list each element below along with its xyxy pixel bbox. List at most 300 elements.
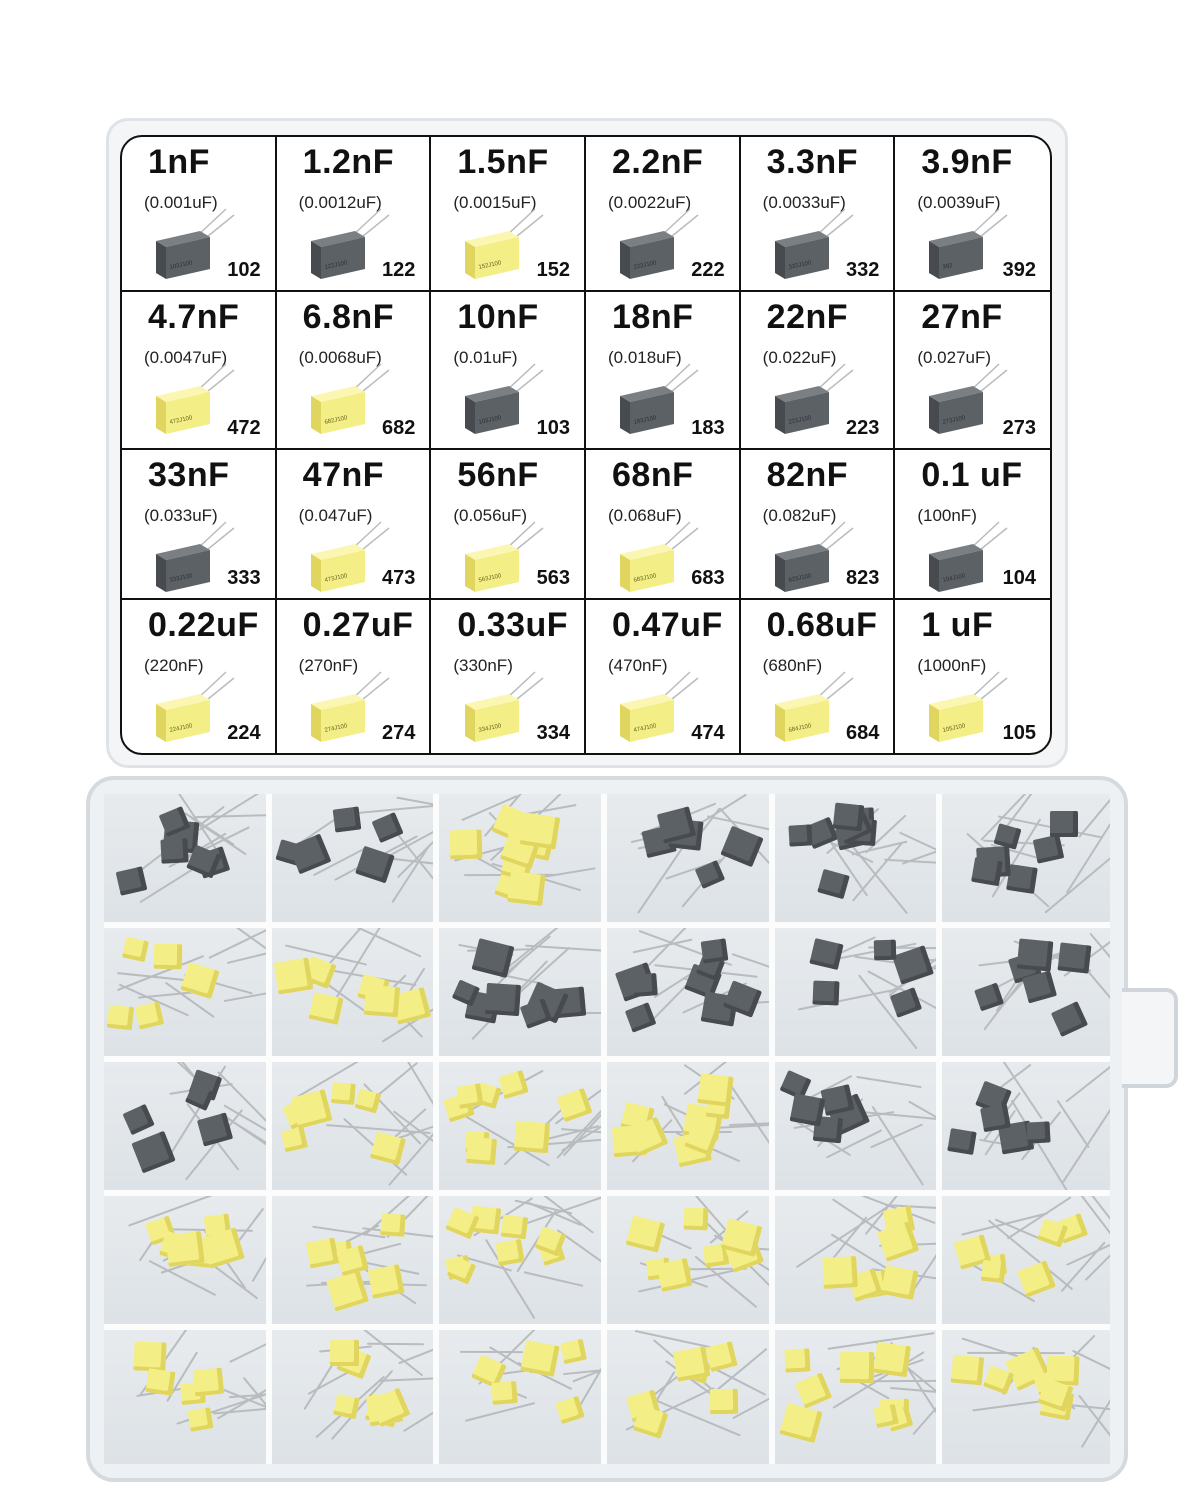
capacitance-alt-unit: (0.0015uF) [453,193,537,212]
capacitor-body [971,856,1003,885]
tray-compartment[interactable] [775,928,943,1062]
tray-compartments [104,794,1110,1464]
capacitor-icon [465,386,519,430]
capacitor-code: 183 [691,417,725,439]
capacitor-icon [929,231,983,275]
tray-compartment[interactable] [607,1196,775,1330]
capacitor-body [449,829,482,859]
capacitance-alt-unit: (0.068uF) [608,506,682,525]
tray-compartment[interactable] [775,1062,943,1196]
capacitor-body [520,812,560,849]
capacitance-value: 1nF [148,143,210,181]
capacitance-value: 3.3nF [766,143,858,181]
capacitor-value-chart [120,135,1052,755]
capacitor-side [156,704,166,742]
capacitor-marking: 823J100 [787,573,812,584]
capacitor-code: 472 [227,417,261,439]
value-cell [586,450,741,600]
capacitance-alt-unit: (0.033uF) [144,506,218,525]
tray-compartment[interactable] [272,1196,440,1330]
capacitor-body [337,1245,370,1276]
capacitance-alt-unit: (0.01uF) [453,348,518,367]
capacitor-marking: 224J100 [169,723,193,734]
capacitor-marking: 105J100 [942,723,967,734]
capacitor-body [1050,811,1079,837]
capacitor-body [495,1239,524,1266]
capacitor-lead [517,1197,601,1227]
capacitor-icon [929,694,983,738]
capacitor-body [274,957,314,994]
tray-compartment[interactable] [104,1330,272,1464]
capacitance-alt-unit: (0.0068uF) [298,348,382,367]
capacitor-body [380,1213,406,1236]
capacitance-value: 47nF [302,456,385,494]
capacitor-body [1051,1001,1088,1037]
capacitor-icon [311,386,365,430]
capacitor-icon [929,386,983,430]
capacitance-value: 0.27uF [302,606,414,644]
capacitance-alt-unit: (0.0039uF) [917,193,1001,212]
capacitor-code: 222 [691,259,725,281]
capacitor-code: 392 [1002,259,1036,281]
tray-compartment[interactable] [104,794,272,928]
capacitance-value: 0.1 uF [921,456,1023,494]
capacitor-icon [156,231,210,275]
capacitor-body [367,1264,404,1298]
capacitor-body [790,1094,826,1127]
tray-compartment[interactable] [104,1196,272,1330]
capacitor-body [784,1349,811,1373]
tray-compartment[interactable] [439,794,607,928]
tray-compartment[interactable] [104,1062,272,1196]
tray-compartment[interactable] [775,1196,943,1330]
capacitor-body [501,1215,528,1240]
capacitor-code: 332 [845,259,880,281]
capacitor-side [465,396,475,434]
capacitor-body [873,939,896,960]
capacitor-body [123,1104,155,1135]
capacitor-body [880,1265,918,1300]
capacitor-marking: 683J100 [633,573,657,584]
value-cell [277,137,432,292]
capacitor-side [311,704,321,742]
capacitor-side [465,704,475,742]
capacitor-lead [1079,1395,1110,1437]
capacitor-side [156,554,166,592]
capacitor-body [115,866,147,896]
capacitor-side [929,554,939,592]
capacitance-alt-unit: (470nF) [608,656,668,675]
capacitor-code: 105 [1002,722,1036,744]
capacitance-alt-unit: (0.027uF) [917,348,992,367]
capacitor-marking: 102J100 [169,260,193,271]
capacitor-body [491,1381,517,1405]
capacitor-marking: 332J100 [787,260,812,271]
capacitor-body [193,1368,225,1397]
capacitor-body [947,1128,976,1155]
capacitor-lead [847,839,908,914]
capacitor-side [620,704,630,742]
capacitance-alt-unit: (0.0022uF) [608,193,692,212]
capacitance-value: 68nF [612,456,694,494]
capacitor-body [673,1347,711,1382]
tray-compartment[interactable] [942,1062,1110,1196]
capacitor-marking: 473J100 [323,573,348,584]
capacitor-marking: 392 [942,263,954,271]
capacitor-code: 334 [536,722,570,744]
value-cell [586,137,741,292]
capacitor-body [698,1073,735,1107]
capacitor-lead [403,1385,439,1431]
capacitor-body [840,1352,875,1383]
capacitor-body [626,1215,665,1252]
value-cell [277,292,432,450]
tray-compartment[interactable] [607,1330,775,1464]
capacitor-code: 682 [381,417,416,439]
capacitor-body [107,1005,135,1030]
capacitor-side [775,396,785,434]
capacitor-body [507,871,545,906]
capacitance-value: 27nF [921,298,1003,336]
capacitance-value: 6.8nF [302,298,394,336]
capacitor-lead [967,1352,1065,1354]
capacitance-value: 1 uF [921,606,994,644]
capacitor-body [710,1389,738,1414]
capacitor-lead [216,928,272,976]
capacitance-value: 82nF [766,456,849,494]
value-cell [895,137,1050,292]
capacitor-body [683,1208,708,1231]
capacitor-side [156,396,166,434]
value-grid [122,137,1050,753]
capacitor-body [333,807,362,833]
tray-compartment[interactable] [775,794,943,928]
tray-compartment[interactable] [272,1330,440,1464]
tray-compartment[interactable] [439,928,607,1062]
capacitor-body [873,1404,899,1428]
capacitor-code: 102 [227,259,261,281]
capacitance-value: 56nF [457,456,539,494]
capacitor-icon [156,386,210,430]
capacitor-body [822,1256,858,1289]
capacitor-body [1058,943,1092,974]
capacitor-lead [195,814,272,818]
capacitor-icon [465,544,519,588]
capacitor-body [135,1002,165,1030]
capacitor-marking: 223J100 [787,415,812,426]
capacitor-lead [637,846,684,914]
capacitance-value: 10nF [457,298,539,336]
capacitance-value: 22nF [766,298,849,336]
capacitor-lead [378,1062,418,1096]
capacitor-lead [198,794,267,831]
tray-compartment[interactable] [272,928,440,1062]
capacitor-body [165,1231,204,1267]
capacitance-alt-unit: (0.001uF) [144,193,218,212]
capacitor-body [873,1342,912,1378]
capacitor-lead [899,831,942,873]
tray-compartment[interactable] [942,1196,1110,1330]
capacitor-marking: 122J100 [323,260,348,271]
capacitor-marking: 103J100 [478,415,503,426]
capacitor-icon [775,694,829,738]
capacitor-body [810,938,844,970]
capacitance-value: 0.22uF [148,606,259,644]
box-latch[interactable] [1122,988,1178,1088]
capacitor-body [281,1127,309,1153]
tray-compartment[interactable] [439,1062,607,1196]
capacitance-alt-unit: (0.0047uF) [144,348,228,367]
capacitor-code: 683 [691,567,725,589]
tray-compartment[interactable] [607,928,775,1062]
capacitance-alt-unit: (330nF) [453,656,513,675]
capacitor-body [1017,938,1053,971]
capacitor-body [1022,971,1057,1004]
capacitor-lead [525,944,607,952]
value-cell [895,292,1050,450]
value-cell [586,600,741,753]
capacitor-side [929,396,939,434]
capacitor-side [620,396,630,434]
capacitor-side [465,554,475,592]
capacitor-body [1026,1121,1050,1143]
capacitor-marking: 104J100 [942,573,967,584]
capacitor-body [625,1002,656,1032]
value-cell [122,450,277,600]
capacitor-code: 333 [227,567,261,589]
capacitor-side [311,241,321,279]
capacitor-lead [367,1343,424,1345]
capacitor-code: 104 [1002,567,1036,589]
value-cell [122,292,277,450]
capacitance-alt-unit: (0.047uF) [298,506,373,525]
capacitor-body [779,1403,822,1443]
capacitor-icon [620,544,674,588]
capacitor-body [364,985,400,1018]
capacitance-alt-unit: (100nF) [917,506,977,525]
capacitor-icon [620,386,674,430]
tray-compartment[interactable] [104,928,272,1062]
capacitor-code: 473 [381,567,416,589]
capacitance-value: 1.5nF [457,143,549,181]
capacitor-body [656,1258,692,1292]
capacitor-icon [465,231,519,275]
capacitance-value: 2.2nF [612,143,704,181]
value-cell [277,450,432,600]
capacitor-side [775,704,785,742]
capacitor-side [929,241,939,279]
capacitor-body [832,803,863,832]
value-cell [122,137,277,292]
capacitor-code: 474 [691,722,725,744]
capacitor-body [466,1136,497,1164]
capacitor-code: 684 [845,722,880,744]
capacitor-icon [156,544,210,588]
capacitor-marking: 472J100 [169,415,193,426]
capacitor-icon [775,544,829,588]
capacitor-code: 103 [536,417,570,439]
value-cell [431,292,586,450]
value-cell [431,450,586,600]
capacitance-alt-unit: (270nF) [298,656,359,675]
value-cell [741,600,896,753]
tray-compartment[interactable] [272,794,440,928]
tray-compartment[interactable] [775,1330,943,1464]
capacitance-value: 18nF [612,298,694,336]
tray-compartment[interactable] [607,1062,775,1196]
capacitor-body [521,1340,561,1377]
capacitor-body [333,1394,360,1419]
capacitor-body [789,825,814,847]
capacitor-body [456,1083,483,1108]
capacitor-lead [913,1369,943,1435]
capacitor-body [1033,834,1065,864]
capacitor-body [485,983,521,1016]
capacitor-body [981,1260,1006,1283]
capacitor-body [305,1238,339,1270]
capacitor-icon [620,231,674,275]
capacitor-lead [1080,1196,1110,1246]
capacitor-marking: 274J100 [323,723,348,734]
capacitor-icon [929,544,983,588]
capacitor-body [370,1132,406,1166]
capacitor-code: 152 [536,259,570,281]
capacitor-side [620,241,630,279]
capacitance-alt-unit: (0.0033uF) [762,193,846,212]
capacitor-body [1007,864,1039,894]
capacitor-body [813,981,840,1006]
capacitance-value: 0.68uF [766,606,878,644]
capacitance-value: 0.33uF [457,606,569,644]
capacitor-marking: 474J100 [633,723,657,734]
capacitor-body [951,1355,984,1385]
capacitor-body [817,869,849,900]
capacitor-lead [229,1330,271,1363]
capacitor-marking: 183J100 [633,415,657,426]
capacitor-body [326,1271,369,1312]
value-cell [741,137,896,292]
capacitor-marking: 563J100 [478,573,503,584]
capacitor-icon [311,544,365,588]
capacitance-value: 3.9nF [921,143,1013,181]
capacitor-body [720,825,764,867]
capacitance-alt-unit: (0.022uF) [762,348,837,367]
capacitor-body [133,1342,166,1372]
capacitor-body [330,1340,359,1366]
capacitor-body [706,1341,738,1372]
capacitor-lead [523,1271,582,1286]
capacitor-side [465,241,475,279]
capacitor-marking: 684J100 [787,723,812,734]
value-cell [277,600,432,753]
capacitor-lead [391,846,428,902]
capacitor-lead [1065,1062,1110,1102]
capacitor-body [309,992,344,1025]
tray-compartment[interactable] [607,794,775,928]
capacitance-alt-unit: (0.0012uF) [298,193,382,212]
capacitor-icon [775,231,829,275]
capacitance-alt-unit: (0.056uF) [453,506,528,525]
capacitor-body [187,1407,213,1431]
capacitor-icon [156,694,210,738]
value-cell [586,292,741,450]
capacitor-marking: 682J100 [323,415,348,426]
capacitor-side [775,554,785,592]
capacitance-alt-unit: (0.018uF) [608,348,682,367]
capacitor-lead [465,1402,535,1421]
capacitor-body [331,1082,356,1105]
capacitor-marking: 334J100 [478,723,503,734]
capacitor-lead [884,859,943,865]
capacitor-body [892,946,934,986]
capacitor-body [145,1369,175,1397]
capacitance-value: 0.47uF [612,606,723,644]
capacitance-alt-unit: (0.082uF) [762,506,837,525]
capacitor-lead [1057,1100,1090,1148]
capacitor-body [795,1372,832,1408]
capacitor-code: 223 [845,417,880,439]
capacitor-lead [1081,1378,1110,1448]
capacitor-side [775,241,785,279]
capacitor-icon [775,386,829,430]
tray-compartment[interactable] [942,928,1110,1062]
tray-compartment[interactable] [272,1062,440,1196]
capacitor-code: 273 [1002,417,1036,439]
capacitance-value: 4.7nF [148,298,240,336]
capacitance-value: 1.2nF [302,143,394,181]
capacitor-body [122,937,149,962]
capacitor-side [311,554,321,592]
capacitance-alt-unit: (220nF) [144,656,204,675]
tray-compartment[interactable] [439,1196,607,1330]
capacitor-side [620,554,630,592]
capacitor-code: 224 [227,722,261,744]
capacitor-body [160,838,188,863]
capacitor-body [560,1338,587,1363]
capacitor-body [153,944,182,970]
tray-compartment[interactable] [439,1330,607,1464]
value-cell [431,137,586,292]
capacitor-icon [311,694,365,738]
capacitor-icon [311,231,365,275]
capacitance-alt-unit: (1000nF) [917,656,987,675]
capacitor-body [633,973,659,997]
value-cell [895,600,1050,753]
capacitor-marking: 333J100 [169,573,193,584]
capacitor-lead [403,1062,439,1128]
capacitor-lead [856,1076,921,1088]
capacitor-code: 122 [381,259,416,281]
capacitance-value: 33nF [148,456,230,494]
capacitor-body [355,1089,382,1114]
tray-compartment[interactable] [942,1330,1110,1464]
capacitor-marking: 273J100 [942,415,967,426]
capacitor-code: 274 [381,722,416,744]
value-cell [741,450,896,600]
value-cell [122,600,277,753]
capacitor-icon [620,694,674,738]
capacitor-code: 563 [536,567,570,589]
capacitor-body [700,938,727,963]
capacitor-marking: 152J100 [478,260,503,271]
storage-tray [86,776,1128,1482]
capacitor-lead [908,1101,942,1146]
capacitor-body [498,1070,529,1099]
value-cell [431,600,586,753]
tray-compartment[interactable] [942,794,1110,928]
capacitor-code: 823 [845,567,880,589]
capacitor-side [311,396,321,434]
